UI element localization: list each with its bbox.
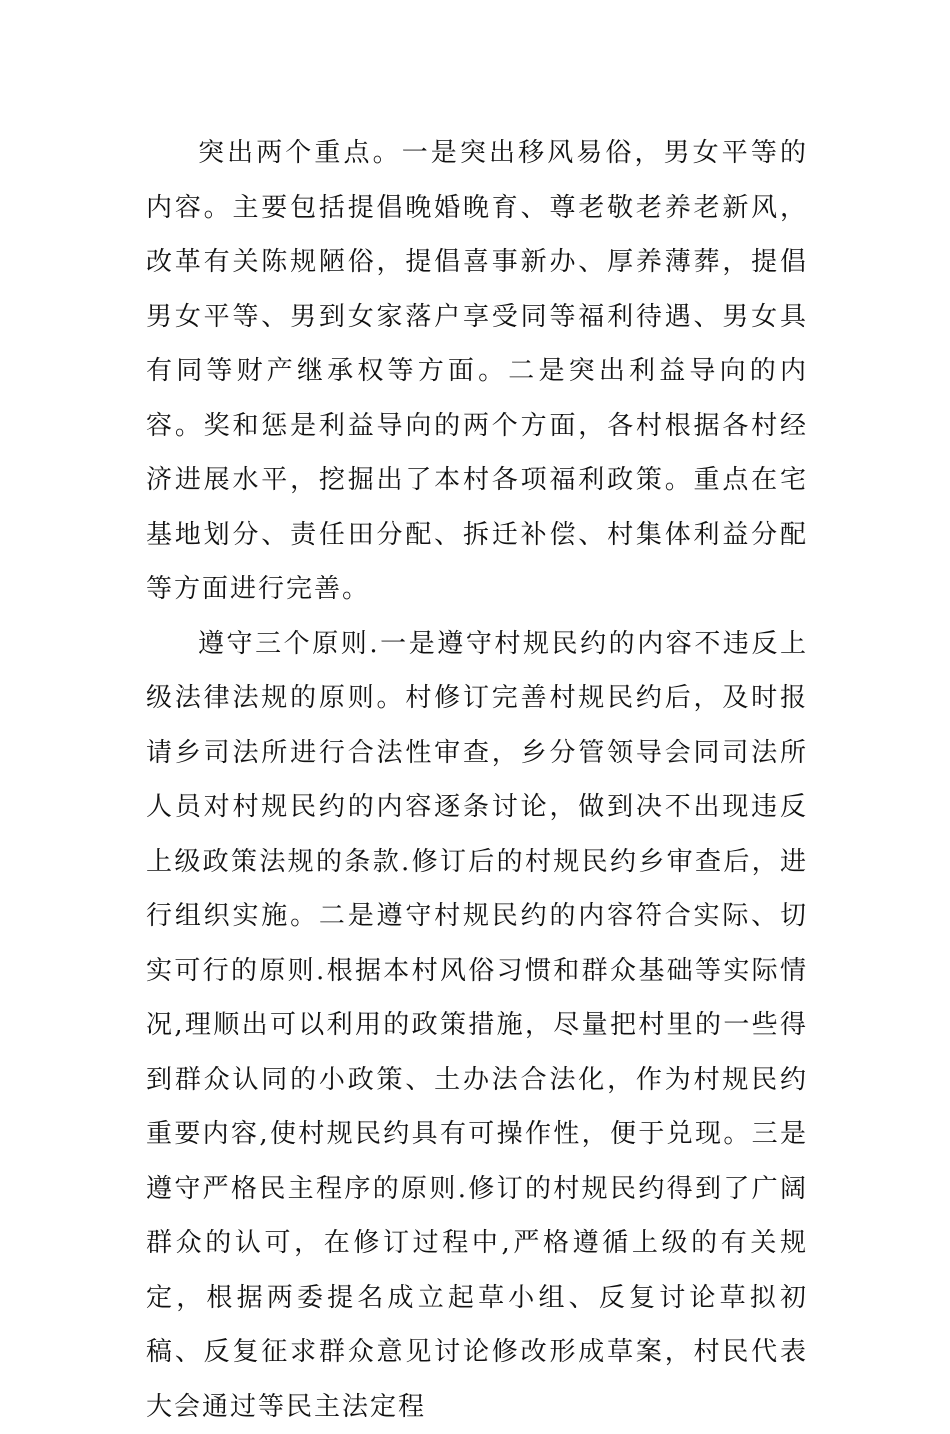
paragraph-two-key-points: 突出两个重点。一是突出移风易俗，男女平等的内容。主要包括提倡晚婚晚育、尊老敬老养老新风，改革有关陈规陋俗，提倡喜事新办、厚养薄葬，提倡男女平等、男到女家落户享受同等福利待遇、男女具有同等财产继承权等方面。二是突出利益导向的内容。奖和惩是利益导向的两个方面，各村根据各村经济进展水平，挖掘出了本村各项福利政策。重点在宅基地划分、责任田分配、拆迁补偿、村集体利益分配等方面进行完善。 (146, 126, 808, 617)
paragraph-three-principles: 遵守三个原则.一是遵守村规民约的内容不违反上级法律法规的原则。村修订完善村规民约后，及时报请乡司法所进行合法性审查，乡分管领导会同司法所人员对村规民约的内容逐条讨论，做到决不出现违反上级政策法规的条款.修订后的村规民约乡审查后，进行组织实施。二是遵守村规民约的内容符合实际、切实可行的原则.根据本村风俗习惯和群众基础等实际情况,理顺出可以利用的政策措施，尽量把村里的一些得到群众认同的小政策、土办法合法化，作为村规民约重要内容,使村规民约具有可操作性，便于兑现。三是遵守严格民主程序的原则.修订的村规民约得到了广阔群众的认可，在修订过程中,严格遵循上级的有关规定，根据两委提名成立起草小组、反复讨论草拟初稿、反复征求群众意见讨论修改形成草案，村民代表大会通过等民主法定程 (146, 617, 808, 1434)
document-body (146, 126, 808, 1434)
